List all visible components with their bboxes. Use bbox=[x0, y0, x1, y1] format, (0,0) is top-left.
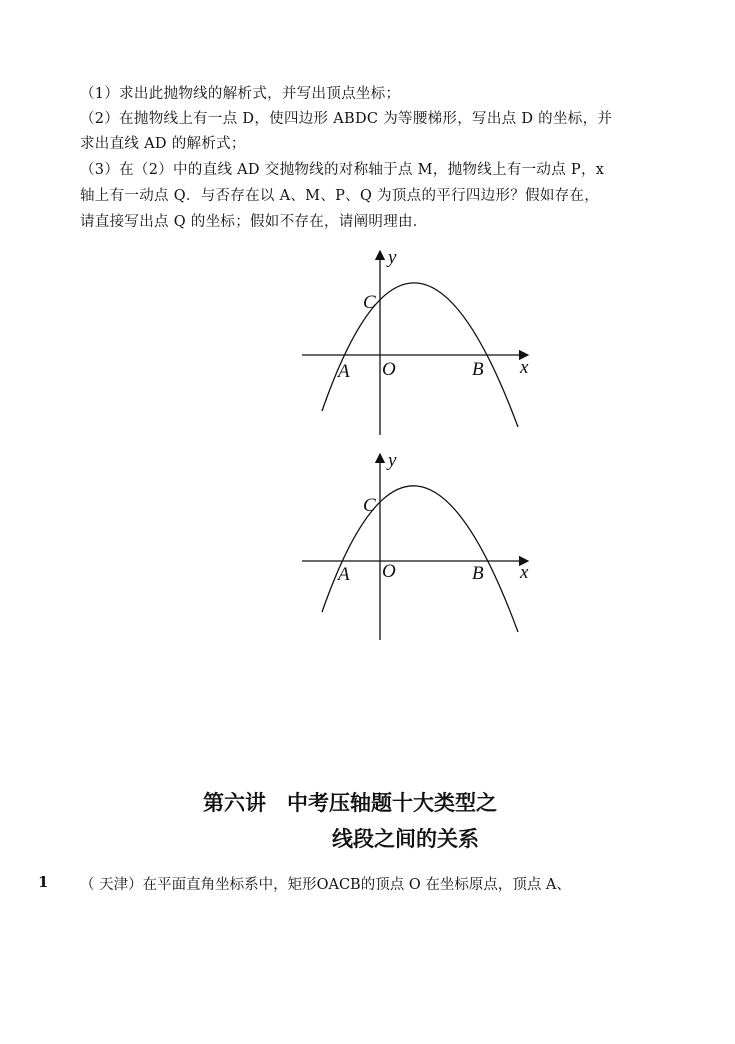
section-title-line-2: 线段之间的关系 bbox=[332, 827, 479, 851]
point-c-label: C bbox=[363, 292, 376, 313]
question-2-line-1: （2）在抛物线上有一点 D，使四边形 ABDC 为等腰梯形，写出点 D 的坐标，并 bbox=[80, 111, 613, 127]
problem-number: 1 bbox=[38, 873, 49, 891]
x-axis-label: x bbox=[520, 357, 529, 378]
x-axis-label: x bbox=[520, 562, 529, 583]
point-b-label: B bbox=[472, 359, 484, 380]
question-3-line-2: 轴上有一动点 Q．与否存在以 A、M、P、Q 为顶点的平行四边形？假如存在， bbox=[80, 188, 600, 204]
y-axis-label: y bbox=[388, 247, 397, 268]
problem-text: （ 天津）在平面直角坐标系中，矩形OACB的顶点 O 在坐标原点，顶点 A、 bbox=[80, 877, 571, 893]
question-3-line-1: （3）在（2）中的直线 AD 交抛物线的对称轴于点 M，抛物线上有一动点 P，x bbox=[80, 162, 605, 178]
parabola-graph-2 bbox=[290, 450, 540, 645]
y-axis-label: y bbox=[388, 450, 397, 471]
point-b-label: B bbox=[472, 563, 484, 584]
question-2-line-2: 求出直线 AD 的解析式； bbox=[80, 136, 246, 152]
section-title-line-1: 第六讲 中考压轴题十大类型之 bbox=[203, 791, 497, 815]
origin-label: O bbox=[382, 359, 396, 380]
parabola-graph-1 bbox=[290, 245, 540, 440]
origin-label: O bbox=[382, 561, 396, 582]
point-c-label: C bbox=[363, 495, 376, 516]
parabola-curve bbox=[322, 486, 518, 632]
point-a-label: A bbox=[338, 564, 350, 585]
point-a-label: A bbox=[338, 361, 350, 382]
question-1: （1）求出此抛物线的解析式，并写出顶点坐标； bbox=[80, 86, 401, 102]
question-3-line-3: 请直接写出点 Q 的坐标；假如不存在，请阐明理由． bbox=[80, 214, 428, 230]
